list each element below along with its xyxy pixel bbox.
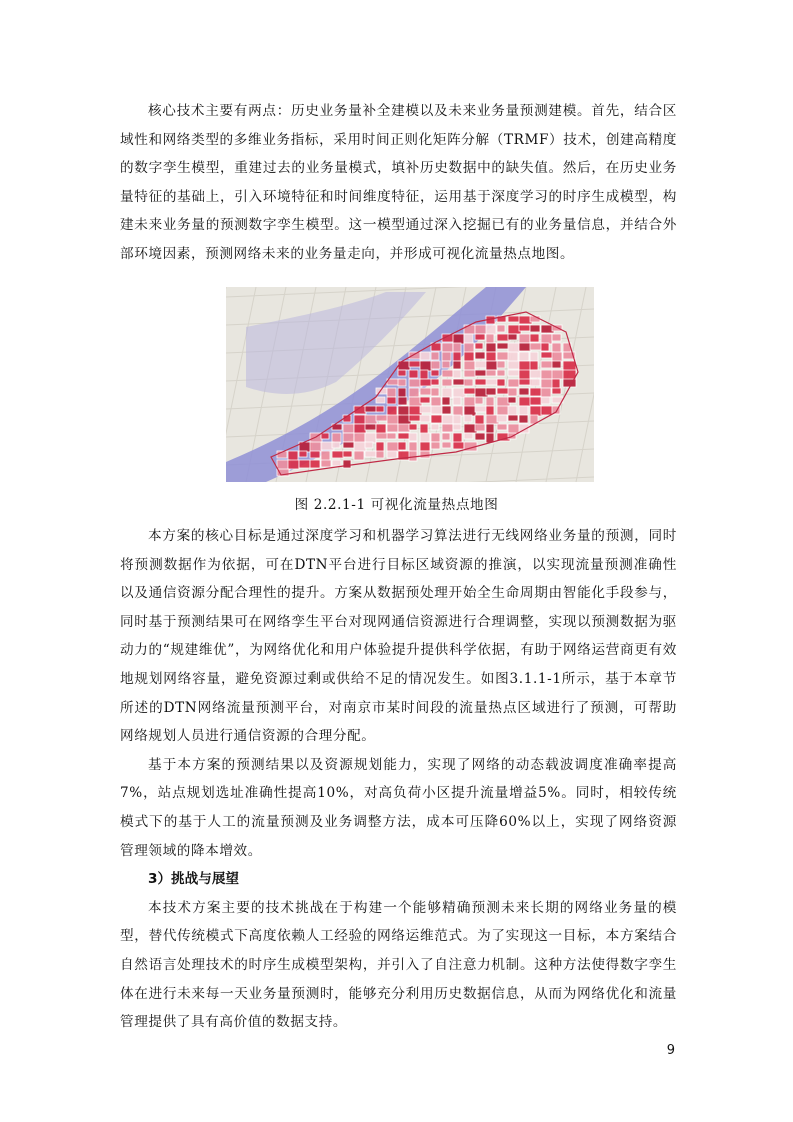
heat-cell	[486, 370, 496, 376]
heat-cell	[486, 406, 494, 416]
heat-cell	[453, 424, 461, 430]
heat-cell	[464, 352, 474, 361]
heat-cell	[420, 379, 432, 386]
paragraph-results: 基于本方案的预测结果以及资源规划能力，实现了网络的动态载波调度准确率提高7%，站点规划选址准确性提高10%，对高负荷小区提升流量增益5%。同时，相较传统模式下的基于人工的流量预测及业务调整方法，成本可压降60%以上，实现了网络资源管理领域的降本增效。	[120, 756, 677, 859]
heat-cell	[332, 442, 340, 448]
heat-cell	[365, 442, 373, 448]
heat-cell	[552, 361, 561, 368]
heat-cell	[431, 433, 440, 442]
heat-cell	[453, 433, 462, 443]
heat-cell	[508, 379, 519, 387]
heat-cell	[475, 424, 485, 431]
heat-cell	[453, 370, 461, 378]
heat-cell	[398, 406, 409, 416]
heat-cell	[475, 352, 485, 359]
heat-cell	[288, 451, 298, 461]
heat-cell	[508, 361, 520, 369]
heat-cell	[464, 343, 474, 353]
heat-cell	[497, 388, 509, 394]
heat-cell	[354, 424, 366, 434]
heat-cell	[552, 370, 564, 379]
heat-cell	[497, 415, 507, 422]
heat-cell	[398, 361, 410, 370]
heat-cell	[376, 397, 385, 403]
heat-cell	[398, 433, 410, 439]
heat-cell	[398, 388, 406, 397]
heat-cell	[343, 451, 352, 457]
heat-cell	[431, 442, 440, 449]
heat-cell	[453, 397, 461, 405]
heat-cell	[365, 415, 377, 424]
heat-cell	[464, 415, 472, 422]
heat-cell	[475, 325, 487, 334]
heat-cell	[442, 397, 450, 405]
heat-cell	[508, 352, 518, 362]
body-text-upper	[120, 97, 677, 269]
heat-cell	[409, 352, 421, 359]
heat-cell	[442, 388, 452, 398]
heat-cell	[387, 424, 398, 432]
heat-cell	[398, 379, 406, 386]
heat-cell	[453, 361, 461, 369]
heat-cell	[321, 460, 331, 467]
heat-cell	[464, 433, 473, 439]
heat-cell	[541, 388, 551, 397]
heat-cell	[475, 334, 485, 340]
page-number: 9	[666, 1043, 675, 1058]
heat-cell	[541, 379, 553, 388]
heat-cell	[420, 424, 428, 434]
heat-cell	[299, 451, 307, 457]
heat-map-image	[226, 287, 594, 482]
heat-cell	[508, 343, 520, 353]
heat-cell	[486, 361, 497, 370]
heat-cell	[475, 415, 484, 425]
heat-cell	[431, 415, 442, 423]
heat-cell	[530, 379, 540, 386]
heat-cell	[365, 451, 376, 457]
heat-cell	[453, 406, 463, 416]
heat-cell	[431, 424, 439, 430]
heat-cell	[354, 433, 365, 443]
traffic-heat-map-figure	[226, 287, 594, 482]
heat-cell	[442, 379, 452, 386]
paragraph-challenges: 本技术方案主要的技术挑战在于构建一个能够精确预测未来长期的网络业务量的模型，替代传统模式下高度依赖人工经验的网络运维范式。为了实现这一目标，本方案结合自然语言处理技术的时序生成模型架构，并引入了自注意力机制。这种方法使得数字孪生体在进行未来每一天业务量预测时，能够充分利用历史数据信息，从而为网络优化和流量管理提供了具有高价值的数据支持。	[120, 899, 677, 1031]
heat-cell	[541, 406, 553, 415]
heat-cell	[431, 388, 439, 396]
heat-cell	[464, 406, 476, 416]
heat-cell	[299, 460, 310, 468]
heat-cell	[420, 352, 430, 360]
heat-cell	[497, 343, 509, 349]
heat-cell	[409, 388, 419, 397]
paragraph-core-technology: 核心技术主要有两点：历史业务量补全建模以及未来业务量预测建模。首先，结合区域性和网络类型的多维业务指标，采用时间正则化矩阵分解（TRMF）技术，创建高精度的数字孪生模型，重建过去的业务量模式，填补历史数据中的缺失值。然后，在历史业务量特征的基础上，引入环境特征和时间维度特征，运用基于深度学习的时序生成模型，构建未来业务量的预测数字孪生模型。这一模型通过深入挖掘已有的业务量信息，并结合外部环境因素，预测网络未来的业务量走向，并形成可视化流量热点地图。	[120, 103, 677, 262]
heat-cell	[398, 442, 406, 450]
heat-cell	[442, 415, 454, 424]
heat-cell	[486, 352, 496, 361]
heat-cell	[343, 442, 354, 448]
heat-cell	[475, 370, 486, 376]
heat-cell	[563, 361, 576, 371]
body-text-lower	[120, 522, 677, 1037]
heat-cell	[453, 352, 461, 361]
heat-cell	[387, 433, 396, 439]
heat-cell	[431, 352, 439, 360]
heat-cell	[464, 325, 475, 334]
heat-cell	[519, 406, 528, 415]
heat-cell	[464, 379, 473, 386]
heat-cell	[453, 415, 461, 424]
heat-cell	[486, 325, 496, 335]
heat-cell	[409, 442, 417, 452]
heat-cell	[420, 442, 430, 451]
heat-cell	[332, 460, 341, 466]
heat-cell	[453, 442, 464, 449]
heat-cell	[497, 379, 505, 386]
heat-cell	[519, 388, 529, 395]
heat-cell	[519, 343, 531, 351]
heat-cell	[519, 334, 530, 343]
heat-cell	[552, 334, 561, 341]
heat-cell	[398, 424, 410, 432]
heat-cell	[420, 415, 430, 422]
heat-cell	[530, 388, 542, 396]
heat-cell	[420, 397, 430, 403]
heat-cell	[497, 325, 505, 332]
heat-cell	[442, 433, 450, 440]
heat-cell	[442, 352, 451, 361]
figure-caption: 图 2.2.1-1 可视化流量热点地图	[294, 497, 499, 513]
heat-cell	[508, 397, 516, 403]
heat-cell	[387, 388, 396, 397]
heat-cell	[365, 433, 376, 443]
heat-cell	[376, 451, 384, 458]
heat-cell	[508, 334, 517, 340]
heat-cell	[343, 460, 351, 468]
heat-cell	[497, 370, 505, 376]
heat-cell	[420, 388, 431, 395]
heat-cell	[552, 352, 562, 362]
heat-cell	[431, 361, 440, 369]
heat-cell	[552, 379, 560, 388]
heat-cell	[387, 397, 396, 404]
heat-cell	[431, 370, 439, 376]
heat-cell	[398, 397, 407, 405]
heat-cell	[442, 370, 453, 377]
heat-cell	[442, 361, 450, 368]
heat-cell	[486, 397, 494, 406]
heat-cell	[519, 397, 531, 406]
heat-cell	[398, 370, 406, 376]
heat-cell	[486, 424, 494, 433]
heat-cell	[332, 451, 344, 458]
heat-cell	[343, 433, 354, 442]
heat-cell	[376, 424, 386, 434]
heat-cell	[376, 406, 384, 412]
heat-cell	[552, 388, 561, 394]
heat-cell	[475, 343, 483, 349]
paragraph-core-goal: 本方案的核心目标是通过深度学习和机器学习算法进行无线网络业务量的预测，同时将预测数据作为依据，可在DTN平台进行目标区域资源的推演，以实现流量预测准确性以及通信资源分配合理性的提升。方案从数据预处理开始全生命周期由智能化手段参与，同时基于预测结果可在网络孪生平台对现网通信资源进行合理调整，实现以预测数据为驱动力的“规建维优”，为网络优化和用户体验提升提供科学依据，有助于网络运营商更有效地规划网络容量，避免资源过剩或供给不足的情况发生。如图3.1.1-1所示，基于本章节所述的DTN网络流量预测平台，对南京市某时间段的流量热点区域进行了预测，可帮助网络规划人员进行通信资源的合理分配。	[120, 528, 677, 745]
heat-cell	[464, 361, 475, 370]
heat-cell	[541, 334, 552, 344]
heat-cell	[354, 451, 364, 460]
heat-cell	[420, 370, 428, 379]
heat-cell	[442, 442, 451, 448]
heat-cell	[321, 451, 330, 461]
section-heading-challenges: 3）挑战与展望	[148, 871, 240, 888]
heat-cell	[530, 361, 538, 370]
heat-cell	[310, 460, 320, 468]
heat-cell	[453, 343, 461, 353]
heat-cell	[409, 370, 418, 378]
heat-cell	[519, 370, 530, 380]
heat-cell	[530, 352, 538, 362]
heat-cell	[508, 406, 517, 416]
heat-cell	[310, 442, 322, 452]
heat-cell	[376, 442, 384, 452]
heat-cell	[442, 406, 451, 414]
heat-cell	[486, 388, 496, 395]
heat-cell	[453, 334, 464, 344]
heat-cell	[486, 334, 494, 343]
heat-cell	[431, 397, 441, 406]
heat-cell	[431, 379, 439, 385]
heat-cell	[530, 334, 539, 342]
heat-cell	[464, 334, 473, 344]
heat-cell	[321, 433, 329, 439]
heat-cell	[530, 325, 540, 332]
heat-cell	[365, 424, 376, 430]
heat-cell	[508, 316, 520, 322]
heat-cell	[497, 424, 507, 430]
heat-cell	[420, 433, 430, 443]
heat-cell	[332, 433, 341, 443]
heat-cell	[420, 451, 430, 458]
heat-cell	[541, 343, 549, 351]
heat-cell	[552, 343, 561, 353]
heat-cell	[541, 397, 550, 404]
heat-cell	[387, 451, 397, 458]
heat-cell	[508, 388, 517, 396]
heat-cell	[409, 451, 417, 461]
heat-cell	[508, 370, 519, 376]
heat-cell	[288, 460, 299, 469]
heat-cell	[310, 451, 320, 458]
heat-cell	[486, 343, 496, 352]
heat-cell	[475, 379, 487, 385]
heat-cell	[442, 343, 453, 352]
heat-cell	[519, 415, 528, 423]
heat-cell	[508, 415, 518, 421]
heat-cell	[519, 352, 529, 361]
heat-cell	[464, 397, 475, 407]
heat-cell	[442, 424, 453, 432]
heat-cell	[409, 415, 421, 421]
heat-cell	[530, 397, 542, 405]
heat-cell	[497, 406, 509, 415]
heat-cell	[475, 433, 485, 440]
heat-cell	[409, 433, 417, 441]
heat-cell	[354, 442, 366, 452]
heat-cell	[519, 325, 530, 331]
heat-cell	[343, 424, 354, 433]
heat-cell	[497, 361, 505, 368]
heat-cell	[541, 361, 553, 368]
heat-cell	[387, 406, 397, 416]
heat-cell	[409, 424, 417, 430]
heat-cell	[475, 397, 483, 404]
heat-cell	[530, 370, 541, 378]
